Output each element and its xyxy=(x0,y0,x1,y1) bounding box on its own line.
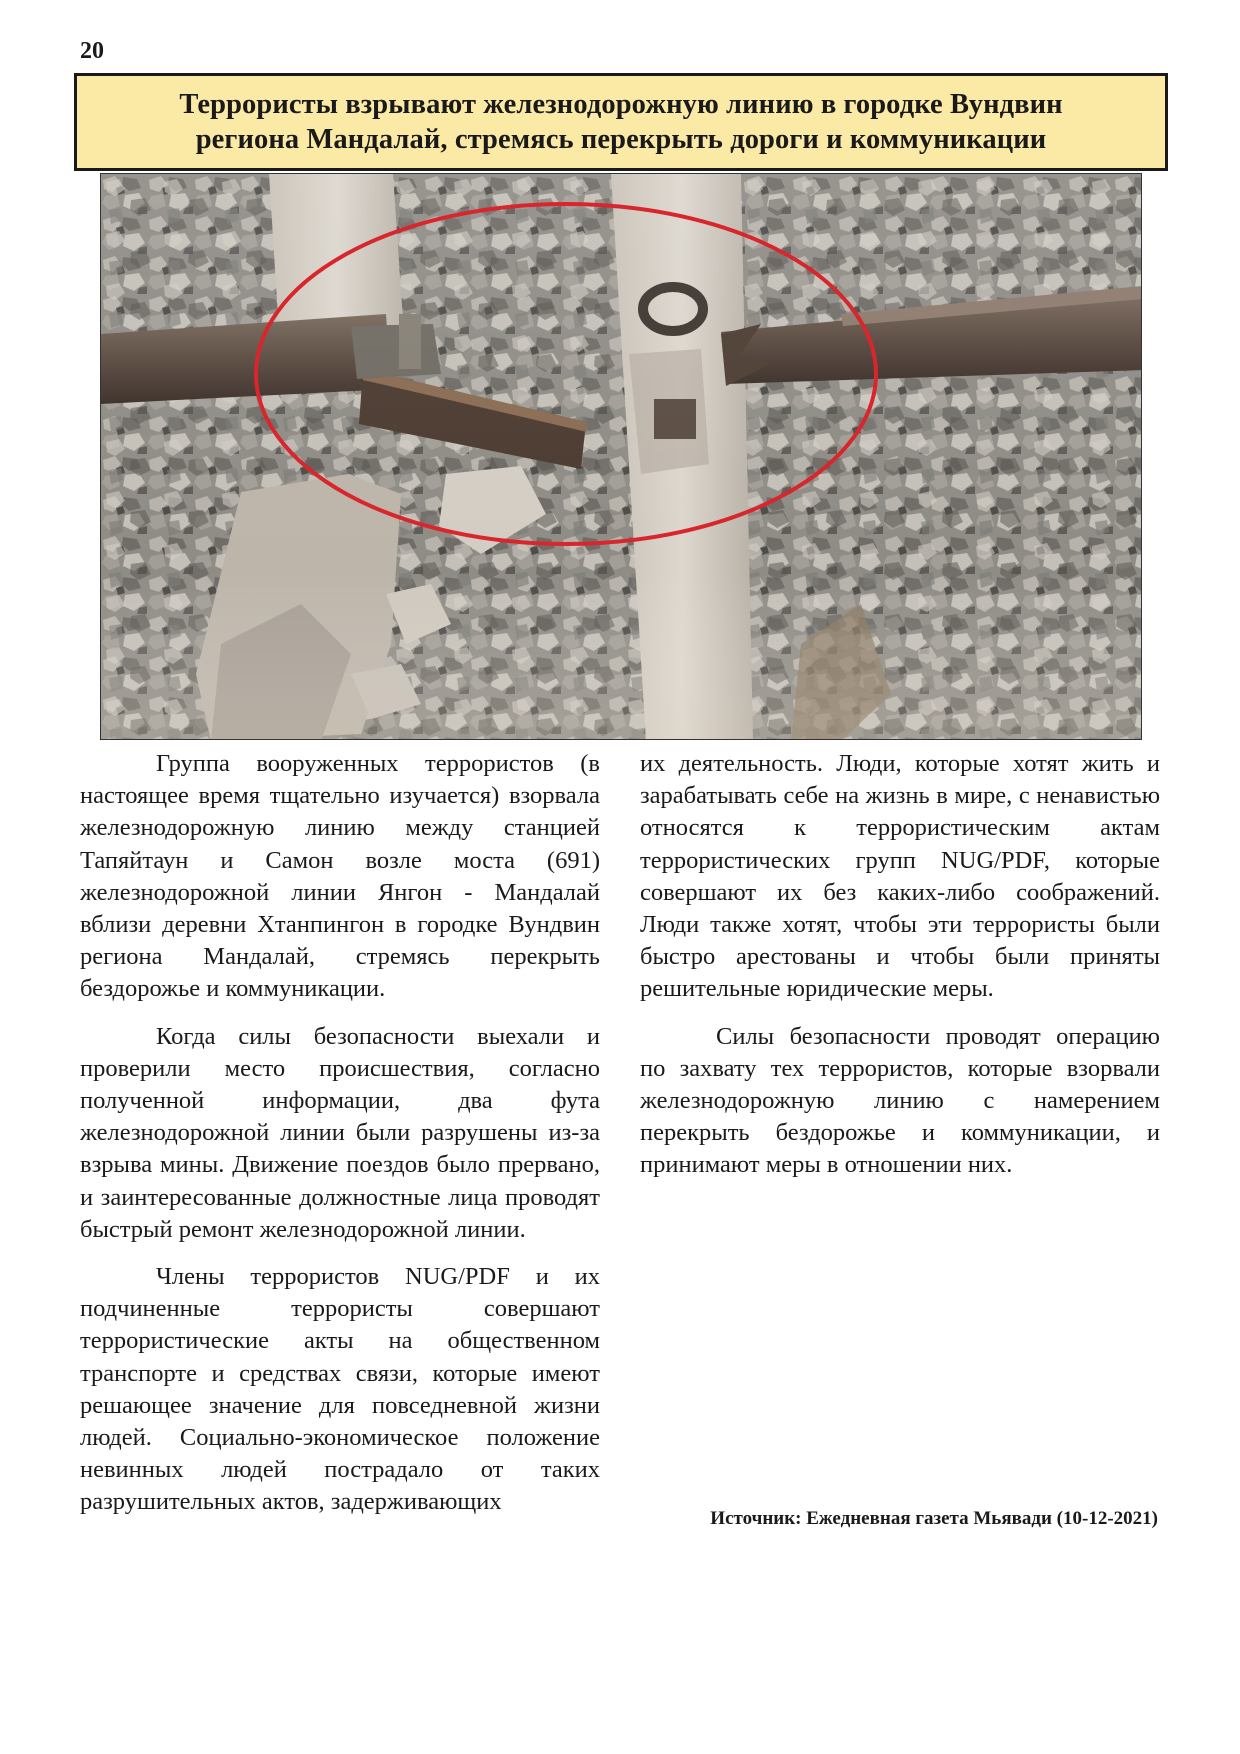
article-paragraph: Группа вооруженных террористов (в настоящее время тщательно изучается) взорвала железнодорожную линию между станцией Тапяйтаун и Самон возле моста (691) железнодорожной линии Янгон - Мандалай вблизи деревни Хтанпингон в городке Вундвин региона Мандалай, стремясь перекрыть бездорожье и коммуникации. xyxy=(80,750,600,1003)
article-left-column xyxy=(80,748,600,1534)
article-paragraph: их деятельность. Люди, которые хотят жить и зарабатывать себе на жизнь в мире, с ненавистью относятся к террористическим актам террористических групп NUG/PDF, которые совершают их без каких-либо соображений. Люди также хотят, чтобы эти террористы были быстро арестованы и чтобы были приняты решительные юридические меры. xyxy=(640,750,1160,1003)
damaged-railway-photo xyxy=(100,173,1142,740)
page-number: 20 xyxy=(80,38,104,64)
headline xyxy=(179,87,1062,157)
article-paragraph: Члены террористов NUG/PDF и их подчиненные террористы совершают террористические акты на общественном транспорте и средствах связи, которые имеют решающее значение для повседневной жизни людей. Социально-экономическое положение невинных людей пострадало от таких разрушительных актов, задерживающих xyxy=(80,1263,600,1516)
article-right-column xyxy=(640,748,1160,1197)
article-paragraph: Силы безопасности проводят операцию по захвату тех террористов, которые взорвали железнодорожную линию с намерением перекрыть бездорожье и коммуникации, и принимают меры в отношении них. xyxy=(640,1022,1160,1179)
source-citation: Источник: Ежедневная газета Мьявади (10-12-2021) xyxy=(710,1508,1158,1529)
article-paragraph: Когда силы безопасности выехали и проверили место происшествия, согласно полученной информации, два фута железнодорожной линии были разрушены из-за взрыва мины. Движение поездов было прервано, и заинтересованные должностные лица проводят быстрый ремонт железнодорожной линии. xyxy=(80,1022,600,1243)
headline-line-1: Террористы взрывают железнодорожную линию в городке Вундвин xyxy=(179,89,1063,120)
headline-line-2: региона Мандалай, стремясь перекрыть дороги и коммуникации xyxy=(195,124,1047,155)
headline-box xyxy=(74,73,1168,171)
